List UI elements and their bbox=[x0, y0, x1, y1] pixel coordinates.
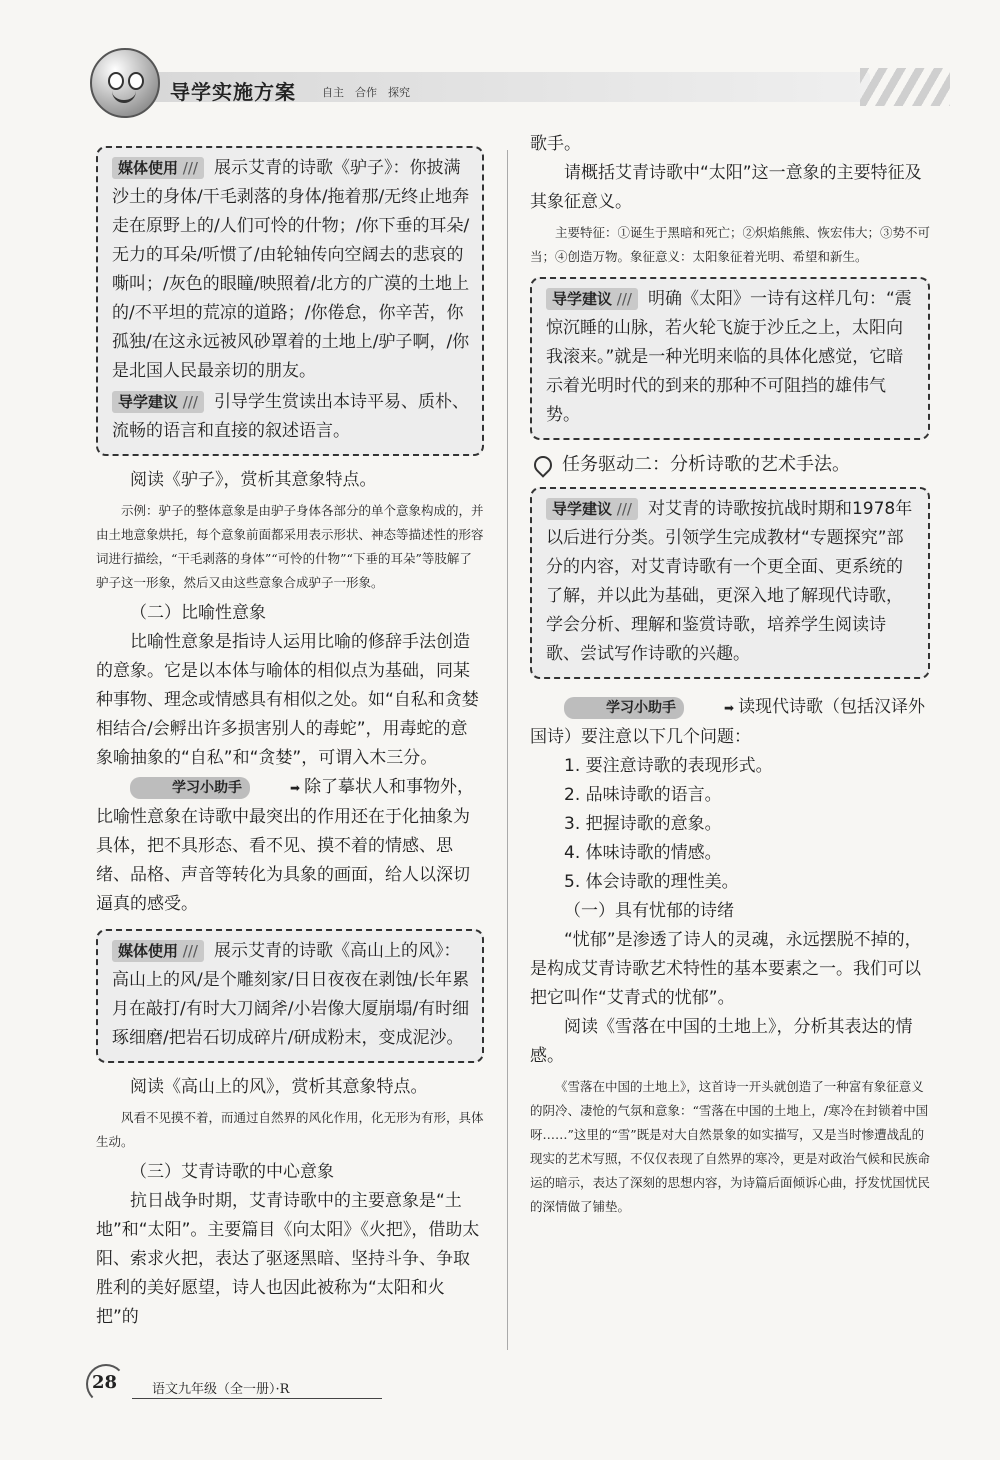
helper-text-right: 读现代诗歌（包括汉译外国诗）要注意以下几个问题： bbox=[530, 697, 926, 747]
question-sun: 请概括艾青诗歌中“太阳”这一意象的主要特征及其象征意义。 bbox=[530, 163, 922, 212]
mascot-eye-icon bbox=[108, 72, 124, 90]
media-text-wind: 展示艾青的诗歌《高山上的风》：高山上的风/是个雕刻家/日日夜夜在剥蚀/长年累月在敲打/有时大刀阔斧/小岩像大厦崩塌/有时细琢细磨/把岩石切成碎片/研成粉末，变成泥沙。 bbox=[112, 941, 470, 1048]
guide-box-sun bbox=[530, 277, 930, 440]
list-item: 5. 体会诗歌的理性美。 bbox=[564, 872, 739, 892]
mascot-eye-icon bbox=[128, 72, 144, 90]
task-text: 任务驱动二：分析诗歌的艺术手法。 bbox=[562, 454, 850, 475]
guide-box-classify bbox=[530, 487, 930, 679]
guide-text: 引导学生赏读出本诗平易、质朴、流畅的语言和直接的叙述语言。 bbox=[112, 392, 469, 441]
helper-para-right bbox=[530, 693, 932, 752]
right-column bbox=[530, 130, 932, 1219]
guide-tag: 导学建议 /// bbox=[546, 498, 638, 520]
arrow-icon: ➡ bbox=[290, 781, 301, 795]
media-box-wind bbox=[96, 929, 484, 1063]
helper-label: 学习小助手 bbox=[564, 697, 684, 719]
helper-para-left bbox=[96, 773, 484, 919]
section-heading-central: （三）艾青诗歌的中心意象 bbox=[130, 1162, 334, 1182]
header-subtitle: 自主 合作 探究 bbox=[322, 86, 410, 99]
header-title: 导学实施方案 bbox=[170, 80, 296, 104]
answer-sun: 主要特征：①诞生于黑暗和死亡；②炽焰熊熊、恢宏伟大；③势不可当；④创造万物。象征意义：太阳象征着光明、希望和新生。 bbox=[530, 225, 931, 264]
guide-text-sun: 明确《太阳》一诗有这样几句：“震惊沉睡的山脉，若火轮飞旋于沙丘之上，太阳向我滚来。”就是一种光明来临的具体化感觉，它暗示着光明时代的到来的那种不可阻挡的雄伟气势。 bbox=[546, 289, 912, 425]
paragraph-metaphor: 比喻性意象是指诗人运用比喻的修辞手法创造的意象。它是以本体与喻体的相似点为基础，同某种事物、理念或情感具有相似之处。如“自私和贪婪相结合/会孵出许多损害别人的毒蛇”，用毒蛇的意象喻抽象的“自私”和“贪婪”，可谓入木三分。 bbox=[96, 632, 479, 768]
column-divider bbox=[507, 150, 508, 1350]
media-box-donkey bbox=[96, 146, 484, 456]
header-stripes bbox=[860, 68, 950, 106]
answer-snow: 《雪落在中国的土地上》，这首诗一开头就创造了一种富有象征意义的阴冷、凄怆的气氛和意象：“雪落在中国的土地上，/寒冷在封锁着中国呀……”这里的“雪”既是对大自然景象的如实描写，又是当时惨遭战乱的现实的艺术写照，不仅仅表现了自然界的寒冷，更是对政治气候和民族命运的暗示，表达了深刻的思想内容，为诗篇后面倾诉心曲，抒发忧国忧民的深情做了铺垫。 bbox=[530, 1079, 931, 1214]
list-item: 3. 把握诗歌的意象。 bbox=[564, 814, 722, 834]
question-donkey: 阅读《驴子》，赏析其意象特点。 bbox=[130, 470, 377, 490]
list-item: 4. 体味诗歌的情感。 bbox=[564, 843, 722, 863]
footer-line bbox=[132, 1398, 382, 1399]
page-footer bbox=[92, 1372, 392, 1402]
answer-wind: 风看不见摸不着，而通过自然界的风化作用，化无形为有形，具体生动。 bbox=[96, 1110, 484, 1149]
list-item: 1. 要注意诗歌的表现形式。 bbox=[564, 756, 773, 776]
arrow-icon: ➡ bbox=[724, 701, 735, 715]
answer-donkey: 示例：驴子的整体意象是由驴子身体各部分的单个意象构成的，并由土地意象烘托，每个意象前面都采用表示形状、神态等描述性的形容词进行描绘，“干毛剥落的身体”“可怜的什物”“下垂的耳朵”等肢解了驴子这一形象，然后又由这些意象合成驴子一形象。 bbox=[96, 503, 484, 590]
list-item: 2. 品味诗歌的语言。 bbox=[564, 785, 722, 805]
question-wind: 阅读《高山上的风》，赏析其意象特点。 bbox=[130, 1077, 428, 1097]
page-header bbox=[90, 62, 930, 106]
section-heading-melancholy: （一）具有忧郁的诗绪 bbox=[564, 901, 734, 921]
guide-tag: 导学建议 /// bbox=[546, 288, 638, 310]
paragraph-central: 抗日战争时期，艾青诗歌中的主要意象是“土地”和“太阳”。主要篇目《向太阳》《火把》，借助太阳、索求火把，表达了驱逐黑暗、坚持斗争、争取胜利的美好愿望，诗人也因此被称为“太阳和火把”的 bbox=[96, 1191, 480, 1327]
task-line bbox=[530, 450, 932, 479]
media-tag: 媒体使用 /// bbox=[112, 940, 204, 962]
question-snow: 阅读《雪落在中国的土地上》，分析其表达的情感。 bbox=[530, 1017, 913, 1066]
continued-text: 歌手。 bbox=[530, 134, 581, 154]
left-column bbox=[96, 146, 484, 1332]
helper-label: 学习小助手 bbox=[130, 777, 250, 799]
guide-text-classify: 对艾青的诗歌按抗战时期和1978年以后进行分类。引领学生完成教材“专题探究”部分的内容，对艾青诗歌有一个更全面、更系统的了解，并以此为基础，更深入地了解现代诗歌，学会分析、理解和鉴赏诗歌，培养学生阅读诗歌、尝试写作诗歌的兴趣。 bbox=[546, 499, 913, 664]
book-title: 语文九年级（全一册）·R bbox=[152, 1382, 290, 1397]
paragraph-melancholy: “忧郁”是渗透了诗人的灵魂，永远摆脱不掉的，是构成艾青诗歌艺术特性的基本要素之一。我们可以把它叫作“艾青式的忧郁”。 bbox=[530, 930, 922, 1008]
guide-tag: 导学建议 /// bbox=[112, 391, 204, 413]
media-tag: 媒体使用 /// bbox=[112, 157, 204, 179]
media-text: 展示艾青的诗歌《驴子》：你披满沙土的身体/干毛剥落的身体/拖着那/无终止地奔走在原野上的/人们可怜的什物；/你下垂的耳朵/无力的耳朵/听惯了/由轮轴传向空阔去的悲哀的嘶叫；/灰色的眼瞳/映照着/北方的广漠的土地上的/不平坦的荒凉的道路；/你倦怠，你辛苦，你孤独/在这永远被风砂罩着的土地上/驴子啊，/你是北国人民最亲切的朋友。 bbox=[112, 158, 470, 381]
mascot-icon bbox=[90, 48, 160, 118]
page-number: 28 bbox=[92, 1372, 118, 1393]
helper-text-left: 除了摹状人和事物外，比喻性意象在诗歌中最突出的作用还在于化抽象为具体，把不具形态、看不见、摸不着的情感、思绪、品格、声音等转化为具象的画面，给人以深切逼真的感受。 bbox=[96, 777, 475, 914]
section-heading-metaphor: （二）比喻性意象 bbox=[130, 603, 266, 623]
mascot-mouth-icon bbox=[112, 90, 136, 103]
location-pin-icon bbox=[530, 452, 555, 477]
